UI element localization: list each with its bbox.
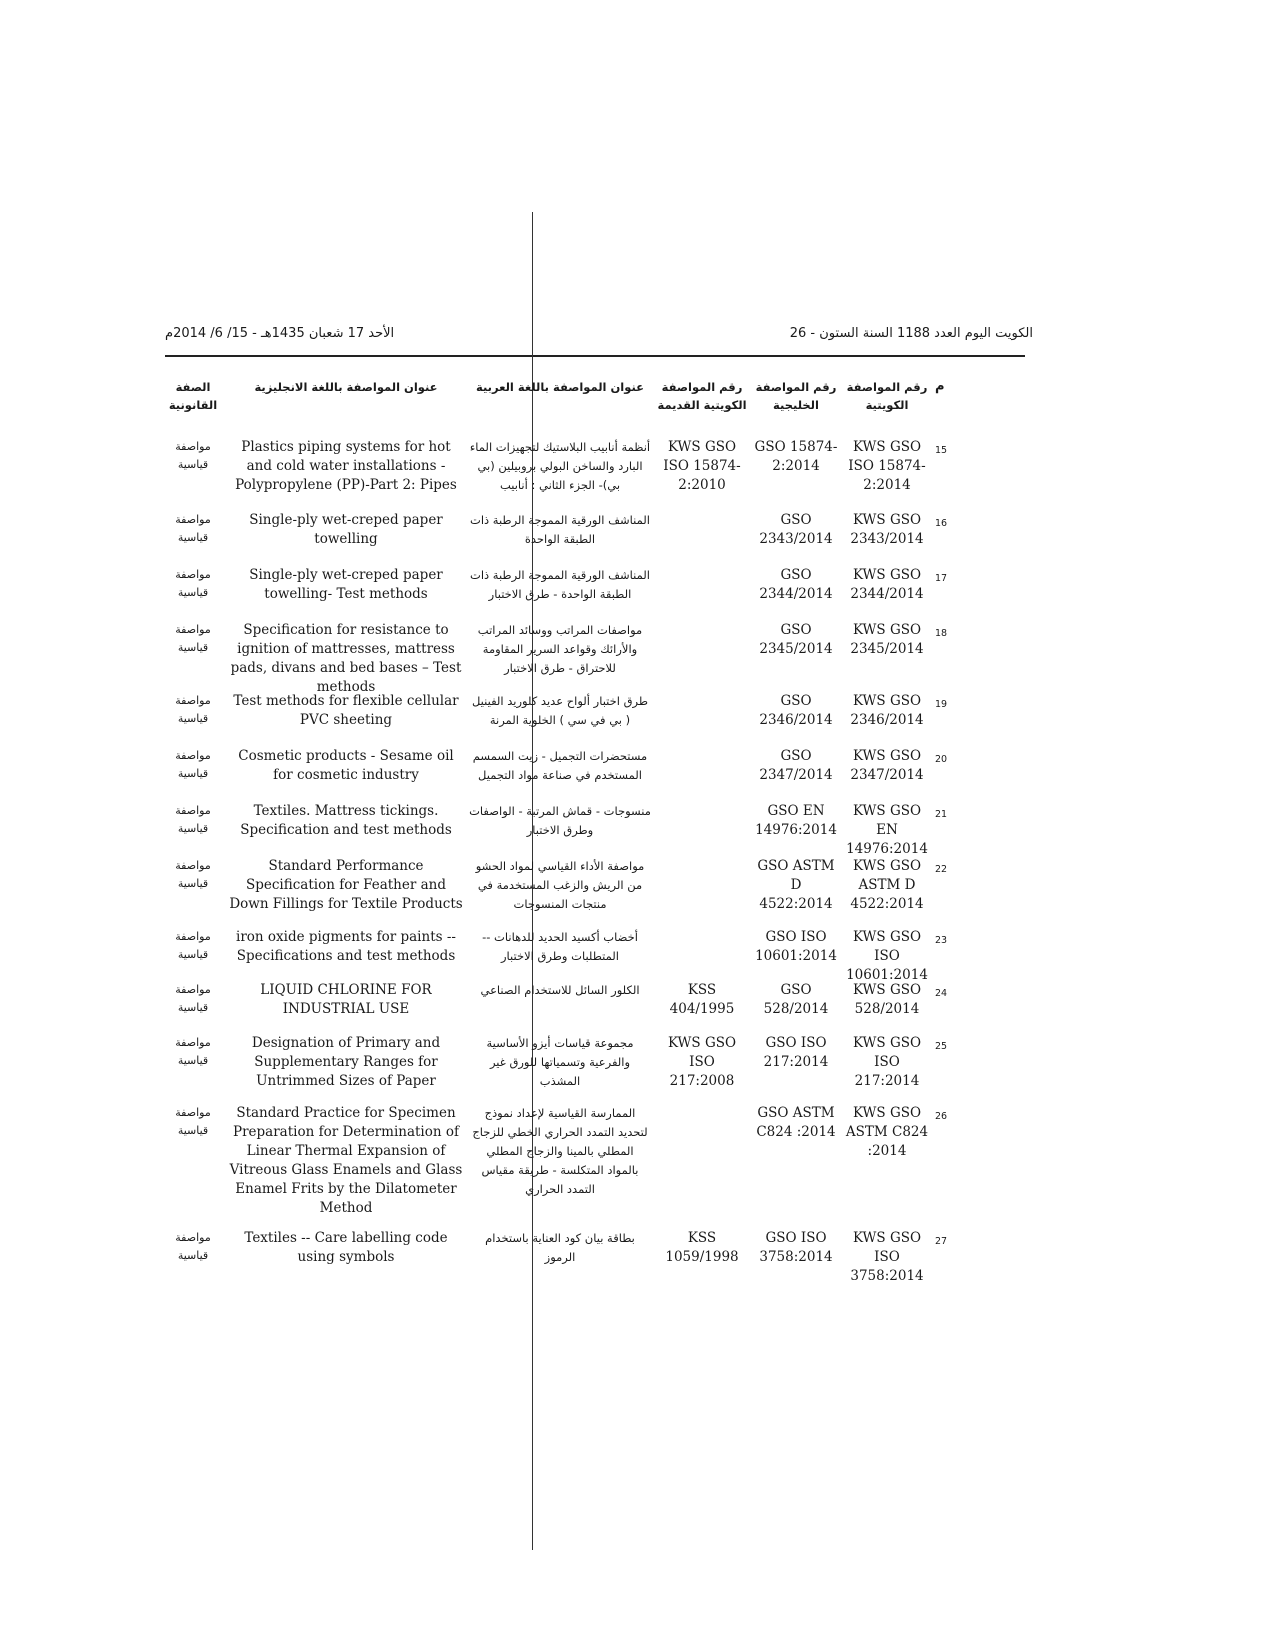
cell-no: 24 xyxy=(935,988,948,999)
table-row xyxy=(165,747,1025,802)
table-row xyxy=(165,1104,1025,1229)
col-header-gulf-number: رقم المواصفة الخليجية xyxy=(755,380,837,412)
cell-no: 26 xyxy=(935,1111,948,1122)
cell-gulf-number: GSO 2343/2014 xyxy=(759,512,833,547)
col-header-old-kw-number: رقم المواصفة الكويتية القديمة xyxy=(657,380,747,412)
cell-gulf-number: GSO ISO 10601:2014 xyxy=(755,929,837,964)
table-row xyxy=(165,1034,1025,1104)
cell-old-kw-number: KSS 404/1995 xyxy=(669,982,735,1017)
header-issue-info: الكويت اليوم العدد 1188 السنة الستون - 26 xyxy=(789,326,1033,341)
cell-legal-status: مواصفة قياسية xyxy=(175,930,211,961)
cell-legal-status: مواصفة قياسية xyxy=(175,749,211,780)
cell-legal-status: مواصفة قياسية xyxy=(175,623,211,654)
table-row xyxy=(165,692,1025,747)
cell-title-ar: مواصفة الأداء القياسي لمواد الحشو من الريش والزغب المستخدمة في منتجات المنسوجات xyxy=(475,859,645,911)
cell-title-en: Standard Practice for Specimen Preparation for Determination of Linear Thermal Expansion of Vitreous Glass Enamels and Glass Enamel Frits by the Dilatometer Method xyxy=(229,1105,463,1216)
cell-legal-status: مواصفة قياسية xyxy=(175,513,211,544)
cell-no: 16 xyxy=(935,518,948,529)
cell-title-ar: الكلور السائل للاستخدام الصناعي xyxy=(480,983,640,997)
cell-no: 18 xyxy=(935,628,948,639)
cell-title-ar: مواصفات المراتب ووسائد المراتب والأرائك وقواعد السرير المقاومة للاحتراق - طرق الاختبار xyxy=(477,623,643,675)
cell-legal-status: مواصفة قياسية xyxy=(175,1036,211,1067)
cell-gulf-number: GSO 15874-2:2014 xyxy=(754,439,838,474)
cell-gulf-number: GSO ASTM D 4522:2014 xyxy=(757,858,835,912)
cell-title-en: Single-ply wet-creped paper towelling- Test methods xyxy=(249,567,443,602)
cell-legal-status: مواصفة قياسية xyxy=(175,1231,211,1262)
cell-gulf-number: GSO ASTM C824 :2014 xyxy=(756,1105,836,1140)
cell-legal-status: مواصفة قياسية xyxy=(175,804,211,835)
cell-title-ar: أخضاب أكسيد الحديد للدهانات -- المتطلبات وطرق الاختبار xyxy=(482,930,638,963)
cell-no: 20 xyxy=(935,754,948,765)
cell-old-kw-number: KWS GSO ISO 15874-2:2010 xyxy=(663,439,741,493)
cell-gulf-number: GSO ISO 3758:2014 xyxy=(759,1230,833,1265)
cell-kw-number: KWS GSO ISO 15874-2:2014 xyxy=(848,439,926,493)
cell-gulf-number: GSO EN 14976:2014 xyxy=(755,803,837,838)
cell-kw-number: KWS GSO ISO 217:2014 xyxy=(852,1035,922,1089)
table-row xyxy=(165,1229,1025,1299)
cell-no: 15 xyxy=(935,445,948,456)
cell-no: 17 xyxy=(935,573,948,584)
table-row xyxy=(165,928,1025,981)
cell-legal-status: مواصفة قياسية xyxy=(175,440,211,471)
cell-no: 22 xyxy=(935,864,948,875)
cell-title-en: Textiles. Mattress tickings. Specification and test methods xyxy=(240,803,452,838)
cell-no: 21 xyxy=(935,809,948,820)
table-row xyxy=(165,566,1025,621)
cell-title-en: Test methods for flexible cellular PVC sheeting xyxy=(233,693,459,728)
col-header-legal-status: الصفة القانونية xyxy=(168,380,218,412)
cell-gulf-number: GSO 2346/2014 xyxy=(759,693,833,728)
cell-no: 23 xyxy=(935,935,948,946)
page-header xyxy=(165,322,1033,352)
col-header-kw-number: رقم المواصفة الكويتية xyxy=(846,380,928,412)
cell-kw-number: KWS GSO EN 14976:2014 xyxy=(846,803,928,857)
cell-title-en: Single-ply wet-creped paper towelling xyxy=(249,512,443,547)
cell-title-ar: منسوجات - قماش المرتبة - الواصفات وطرق الاختبار xyxy=(469,804,651,837)
cell-title-en: Standard Performance Specification for Feather and Down Fillings for Textile Products xyxy=(229,858,463,912)
cell-legal-status: مواصفة قياسية xyxy=(175,859,211,890)
cell-no: 25 xyxy=(935,1041,948,1052)
cell-title-ar: أنظمة أنابيب البلاستيك لتجهيزات الماء البارد والساخن البولي بروبيلين (بي بي)- الجزء الثاني : أنابيب xyxy=(469,440,651,492)
cell-old-kw-number: KSS 1059/1998 xyxy=(665,1230,739,1265)
cell-title-en: Specification for resistance to ignition of mattresses, mattress pads, divans and bed bases – Test methods xyxy=(230,622,462,695)
cell-kw-number: KWS GSO 528/2014 xyxy=(852,982,922,1017)
header-date: الأحد 17 شعبان 1435هـ - 15/ 6/ 2014م xyxy=(165,326,395,341)
table-row xyxy=(165,511,1025,566)
cell-gulf-number: GSO 2347/2014 xyxy=(759,748,833,783)
standards-table xyxy=(165,378,1025,1299)
cell-kw-number: KWS GSO 2343/2014 xyxy=(850,512,924,547)
table-row xyxy=(165,802,1025,857)
cell-legal-status: مواصفة قياسية xyxy=(175,694,211,725)
cell-title-ar: مجموعة قياسات أيزو الأساسية والفرعية وتسمياتها للورق غير المشذب xyxy=(486,1036,634,1088)
cell-kw-number: KWS GSO 2347/2014 xyxy=(850,748,924,783)
cell-kw-number: KWS GSO ASTM D 4522:2014 xyxy=(850,858,924,912)
cell-title-en: Designation of Primary and Supplementary Ranges for Untrimmed Sizes of Paper xyxy=(251,1035,441,1089)
col-header-title-en: عنوان المواصفة باللغة الانجليزية xyxy=(254,380,438,394)
cell-title-en: iron oxide pigments for paints -- Specifications and test methods xyxy=(236,929,456,964)
cell-title-ar: طرق اختبار ألواح عديد كلوريد الفينيل ( بي في سي ) الخلوية المرنة xyxy=(471,694,649,727)
cell-kw-number: KWS GSO ASTM C824 :2014 xyxy=(845,1105,929,1159)
cell-gulf-number: GSO 528/2014 xyxy=(763,982,829,1017)
cell-title-ar: بطاقة بيان كود العناية باستخدام الرموز xyxy=(485,1231,635,1264)
cell-no: 19 xyxy=(935,699,948,710)
col-header-title-ar: عنوان المواصفة باللغة العربية xyxy=(475,380,645,394)
cell-title-en: Plastics piping systems for hot and cold water installations -Polypropylene (PP)-Part 2: Pipes xyxy=(235,439,457,493)
table-row xyxy=(165,438,1025,511)
cell-title-ar: المناشف الورقية المموجة الرطبة ذات الطبقة الواحدة xyxy=(470,513,650,546)
col-header-no: م xyxy=(935,379,945,394)
cell-gulf-number: GSO 2345/2014 xyxy=(759,622,833,657)
cell-legal-status: مواصفة قياسية xyxy=(175,568,211,599)
table-row xyxy=(165,981,1025,1034)
table-row xyxy=(165,621,1025,695)
cell-kw-number: KWS GSO 2346/2014 xyxy=(850,693,924,728)
cell-gulf-number: GSO 2344/2014 xyxy=(759,567,833,602)
cell-title-ar: المناشف الورقية المموجة الرطبة ذات الطبقة الواحدة - طرق الاختبار xyxy=(470,568,650,601)
cell-title-en: Cosmetic products - Sesame oil for cosmetic industry xyxy=(238,748,454,783)
cell-gulf-number: GSO ISO 217:2014 xyxy=(763,1035,829,1070)
header-rule xyxy=(165,355,1025,357)
table-row xyxy=(165,857,1025,928)
cell-title-ar: الممارسة القياسية لإعداد نموذج لتحديد التمدد الحراري الخطي للزجاج المطلي بالمينا والزجاج المطلي بالمواد المتكلسة - طريقة مقياس التمدد الحراري xyxy=(472,1106,648,1196)
cell-title-ar: مستحضرات التجميل - زيت السمسم المستخدم في صناعة مواد التجميل xyxy=(472,749,648,782)
cell-kw-number: KWS GSO ISO 3758:2014 xyxy=(850,1230,924,1284)
cell-no: 27 xyxy=(935,1236,948,1247)
cell-old-kw-number: KWS GSO ISO 217:2008 xyxy=(667,1035,737,1089)
cell-kw-number: KWS GSO 2344/2014 xyxy=(850,567,924,602)
cell-title-en: LIQUID CHLORINE FOR INDUSTRIAL USE xyxy=(260,982,432,1017)
cell-title-en: Textiles -- Care labelling code using symbols xyxy=(244,1230,448,1265)
table-header xyxy=(165,378,1025,438)
cell-legal-status: مواصفة قياسية xyxy=(175,1106,211,1137)
cell-kw-number: KWS GSO ISO 10601:2014 xyxy=(846,929,928,983)
cell-kw-number: KWS GSO 2345/2014 xyxy=(850,622,924,657)
cell-legal-status: مواصفة قياسية xyxy=(175,983,211,1014)
